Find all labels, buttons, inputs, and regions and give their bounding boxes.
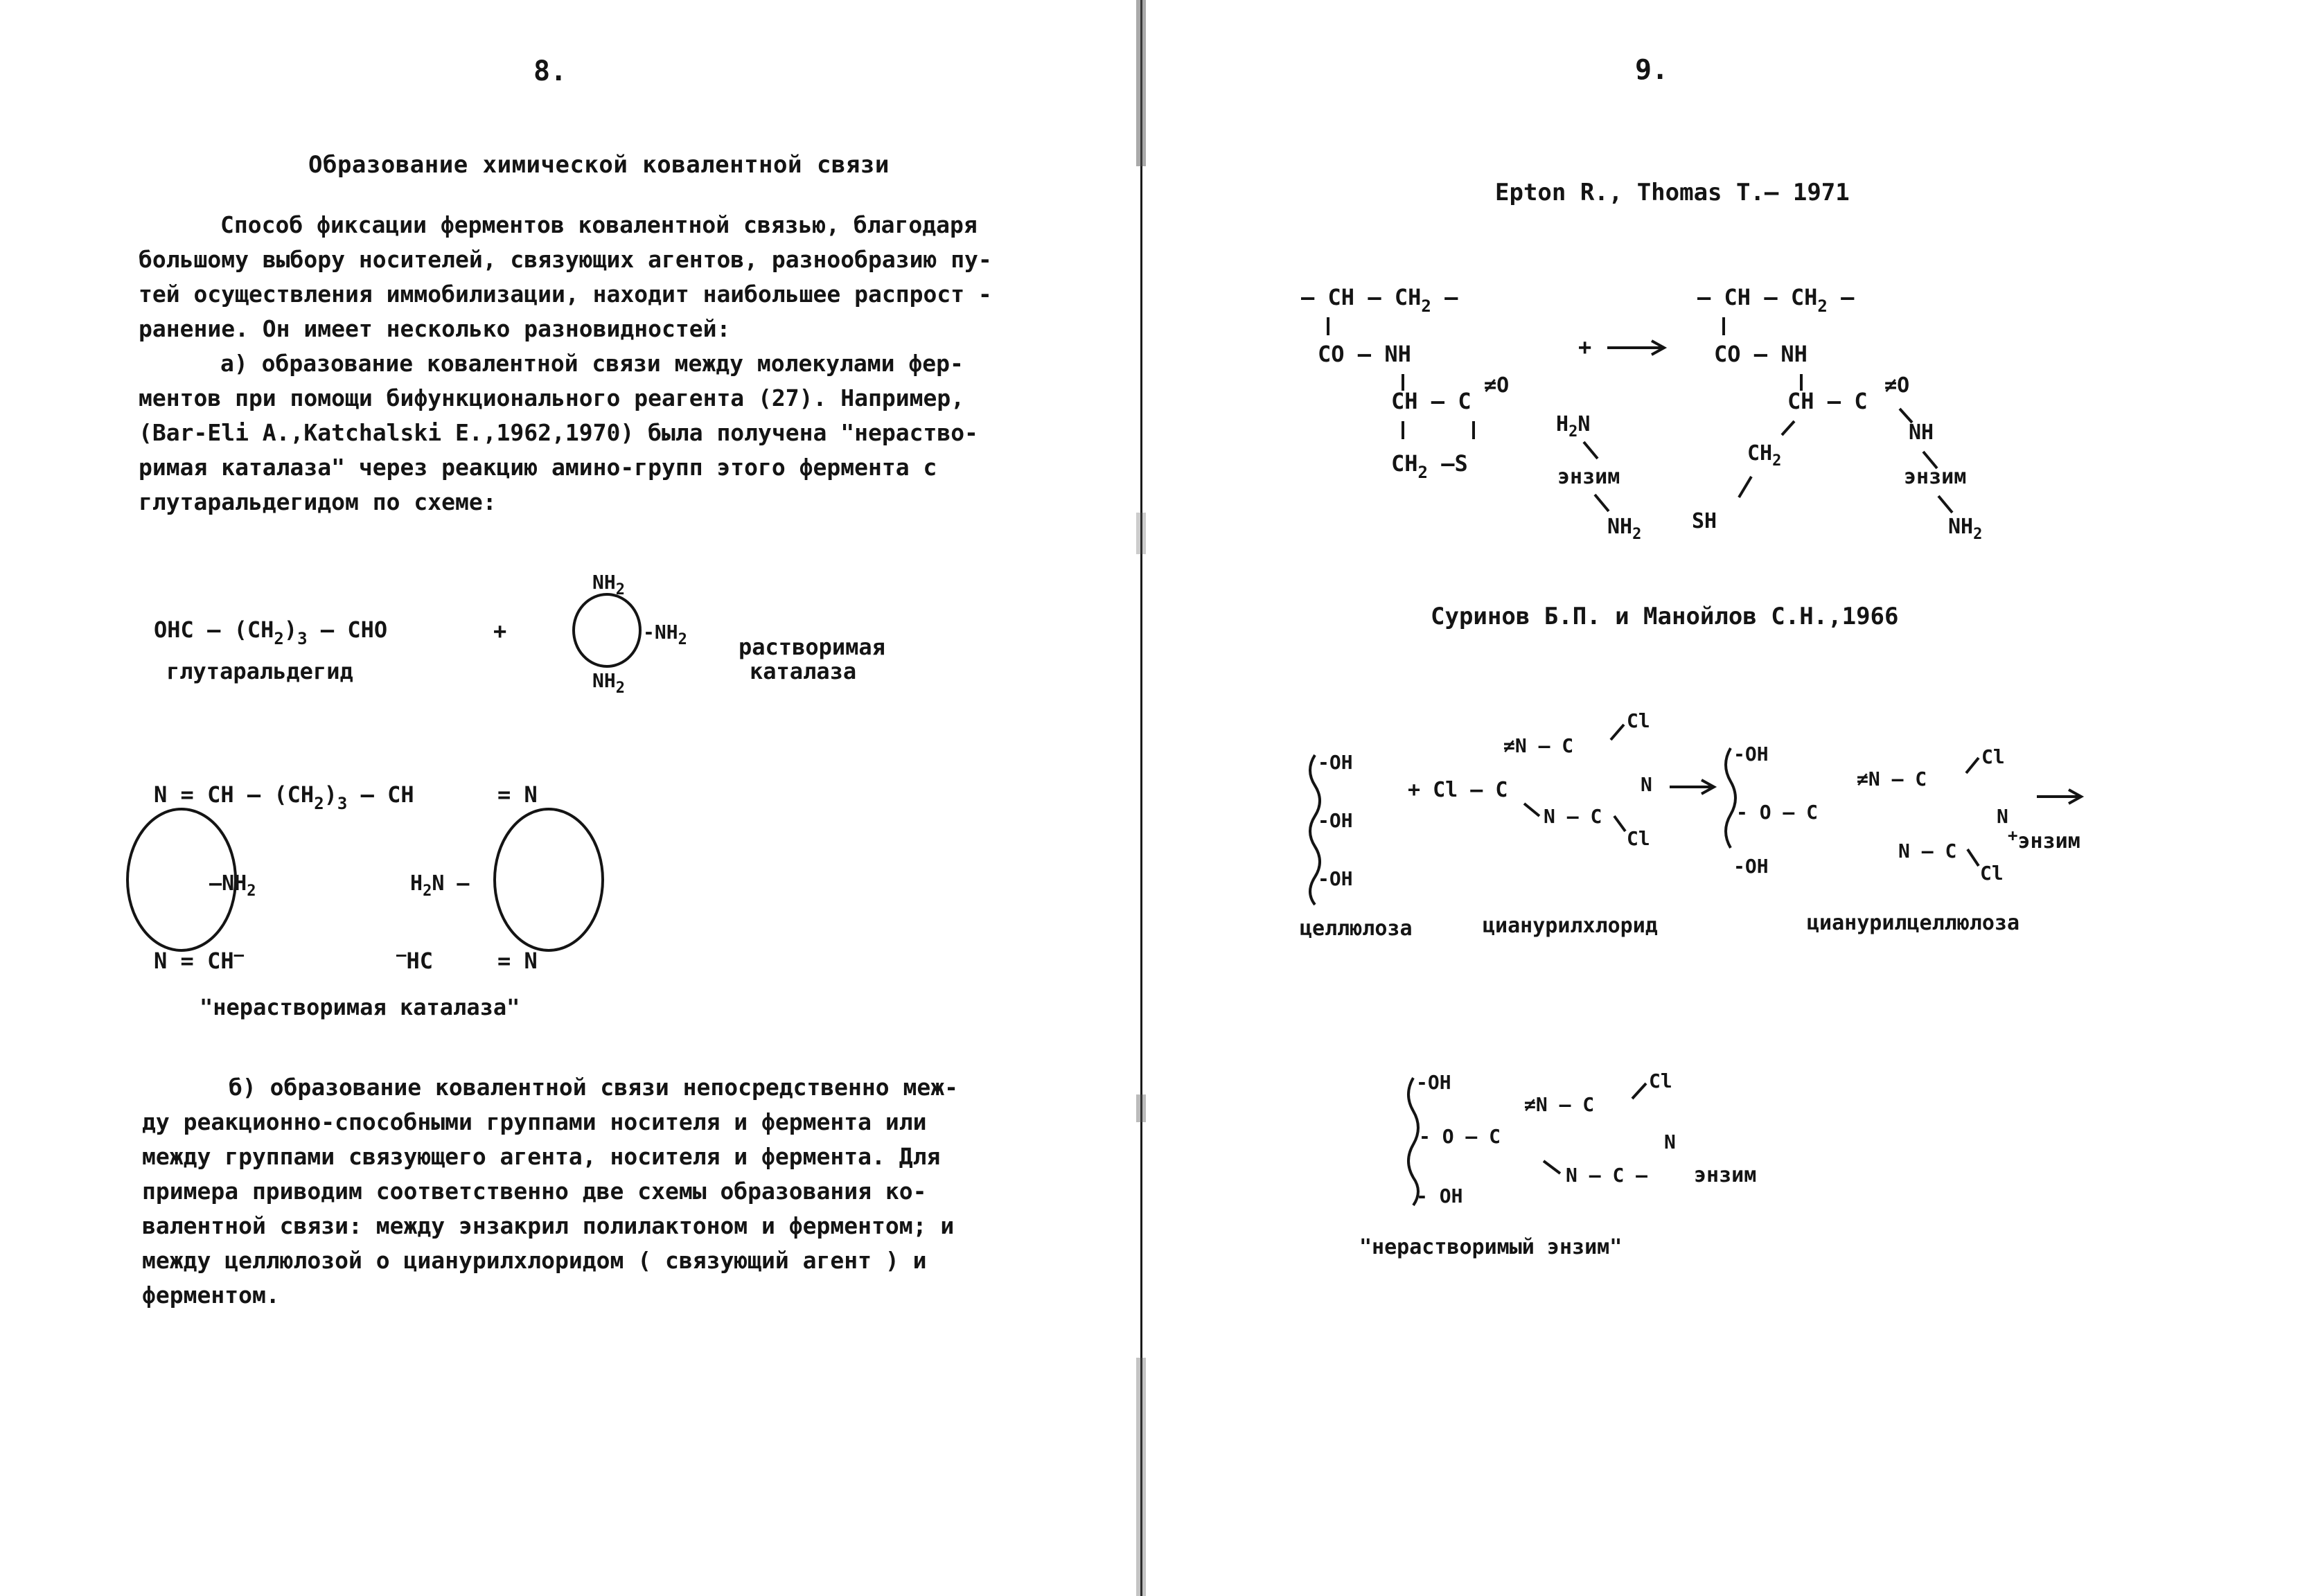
o-left: ≠O	[1484, 373, 1510, 398]
plus-enzyme: +энзим	[2008, 826, 2080, 853]
book-spine	[1136, 0, 1146, 1596]
insoluble-enzyme-scheme	[1164, 1053, 2298, 1261]
text-line: валентной связи: между энзакрил полилактоном и ферментом; и	[142, 1212, 955, 1239]
ch2-s-left: $CH_2$ –S	[1391, 450, 1468, 482]
triazine-n: N	[1997, 805, 2008, 828]
oh: -OH	[1318, 809, 1353, 832]
ch2-right: $CH_2$	[1747, 441, 1782, 470]
enzyme-right: энзим	[1904, 465, 1967, 489]
triazine-n: ≠N – C	[1503, 734, 1574, 757]
soluble-catalase-label-1: растворимая	[739, 634, 885, 660]
text-line: между группами связующего агента, носителя и фермента. Для	[142, 1143, 941, 1170]
right-page	[1164, 0, 2298, 1596]
left-page	[0, 0, 1122, 1596]
plus-sign: +	[1578, 334, 1592, 360]
nh2-left: $NH_2$	[1607, 515, 1642, 543]
bridge-bottom-right: –HC	[396, 945, 433, 974]
triazine-cl: Cl	[1980, 862, 2004, 885]
triazine-n: N – C	[1544, 805, 1602, 828]
cyanuryl-cellulose-label: цианурилцеллюлоза	[1807, 911, 2020, 935]
nh2-right: $NH_2$	[1948, 515, 1983, 543]
triazine-n: N	[1664, 1130, 1676, 1153]
insoluble-enzyme-label: "нерастворимый энзим"	[1359, 1235, 1623, 1259]
cl-c-reagent: + Cl – C	[1408, 778, 1508, 802]
text-line: ферментом.	[142, 1282, 280, 1309]
text-line: римая каталаза" через реакцию амино-групп этого фермента с	[139, 454, 937, 481]
triazine-cl: Cl	[1627, 827, 1650, 850]
text-line: б) образование ковалентной связи непосредственно меж-	[229, 1074, 958, 1101]
triazine-cl: Cl	[1627, 709, 1650, 732]
o-right: ≠O	[1884, 373, 1910, 398]
triazine-n: N	[1641, 773, 1652, 796]
oh: - OH	[1416, 1185, 1463, 1207]
co-nh-left: CO – NH	[1318, 341, 1411, 367]
glutaraldehyde-label: глутаральдегид	[166, 658, 353, 684]
oh: -OH	[1318, 751, 1353, 774]
catalase-nh2-top: $NH_2$	[592, 571, 625, 598]
text-line: ментов при помощи бифункционального реагента (27). Например,	[139, 384, 965, 411]
co-nh-right: CO – NH	[1714, 341, 1808, 367]
catalase-nh2-bottom: $NH_2$	[592, 669, 625, 697]
text-line: между целлюлозой о цианурилхлоридом ( связующий агент ) и	[142, 1247, 927, 1274]
insoluble-catalase-label: "нерастворимая каталаза"	[200, 994, 520, 1020]
ch-c-left: CH – C	[1391, 388, 1471, 414]
text-line: а) образование ковалентной связи между молекулами фер-	[220, 350, 964, 377]
sh-group: SH	[1692, 509, 1717, 533]
text-line: глутаральдегидом по схеме:	[139, 488, 497, 515]
triazine-cl: Cl	[1649, 1070, 1672, 1092]
section-heading: Образование химической ковалентной связи	[308, 151, 890, 179]
chain-left: – CH – $CH_2$ –	[1301, 284, 1458, 316]
page-number-right: 9.	[1635, 54, 1669, 86]
h2n-enzyme: $H_2N$	[1556, 412, 1591, 441]
triazine-n: ≠N – C	[1524, 1093, 1595, 1116]
glutaraldehyde-formula: OHC – $(CH_2)_3$ – CHO	[154, 617, 388, 648]
text-line: тей осуществления иммобилизации, находит наибольшее распрост -	[139, 281, 992, 308]
cyanuryl-scheme	[1164, 700, 2298, 949]
page-number-left: 8.	[533, 55, 567, 87]
oh: -OH	[1733, 855, 1769, 878]
reference-surinov-manoilov: Суринов Б.П. и Манойлов С.Н.,1966	[1431, 603, 1899, 630]
bridge-top-right-n: = N	[497, 781, 538, 808]
enzyme-left: энзим	[1557, 465, 1620, 489]
ch-c-right: CH – C	[1787, 388, 1868, 414]
text-line: (Bar-Eli A.,Katchalski E.,1962,1970) была получена "нераство-	[139, 419, 978, 446]
text-line: примера приводим соответственно две схемы образования ко-	[142, 1178, 927, 1205]
triazine-n: N – C –	[1566, 1164, 1648, 1187]
catalase-right-ring	[495, 809, 603, 950]
oh: -OH	[1733, 743, 1769, 765]
left-ring-nh2: $-NH_2$	[209, 871, 256, 900]
plus-sign: +	[493, 618, 507, 644]
text-line: ду реакционно-способными группами носителя и фермента или	[142, 1108, 927, 1135]
cyanuryl-chloride-label: цианурилхлорид	[1483, 914, 1658, 938]
triazine-n: ≠N – C	[1857, 768, 1927, 790]
o-c-link: - O – C	[1419, 1125, 1501, 1148]
catalase-ring	[574, 594, 640, 666]
text-line: большому выбору носителей, связующих агентов, разнообразию пу-	[139, 246, 992, 273]
text-line: ранение. Он имеет несколько разновидностей:	[139, 315, 731, 342]
enzyme-label: энзим	[1694, 1163, 1757, 1187]
oh: -OH	[1318, 867, 1353, 890]
right-ring-h2n: $H_2N$ –	[410, 871, 470, 900]
text-line: Способ фиксации ферментов ковалентной связью, благодаря	[220, 211, 978, 238]
cellulose-label: целлюлоза	[1300, 916, 1413, 941]
polylactone-scheme	[1164, 270, 2298, 561]
glutaraldehyde-scheme	[0, 540, 1122, 1039]
catalase-nh2-right: $-NH_2$	[643, 621, 687, 648]
bridge-top: N = CH – $(CH_2)_3$ – CH	[154, 781, 414, 813]
triazine-n: N – C	[1898, 840, 1957, 862]
o-c-link: - O – C	[1736, 801, 1819, 824]
bridge-bottom-right-n: = N	[497, 948, 538, 974]
soluble-catalase-label-2: каталаза	[750, 658, 857, 684]
oh: -OH	[1416, 1071, 1451, 1094]
chain-right: – CH – $CH_2$ –	[1697, 284, 1855, 316]
bridge-bottom-left: N = CH–	[154, 945, 245, 974]
nh-right: NH	[1909, 420, 1934, 445]
reference-epton-thomas: Epton R., Thomas T.– 1971	[1495, 179, 1850, 206]
triazine-cl: Cl	[1981, 745, 2005, 768]
